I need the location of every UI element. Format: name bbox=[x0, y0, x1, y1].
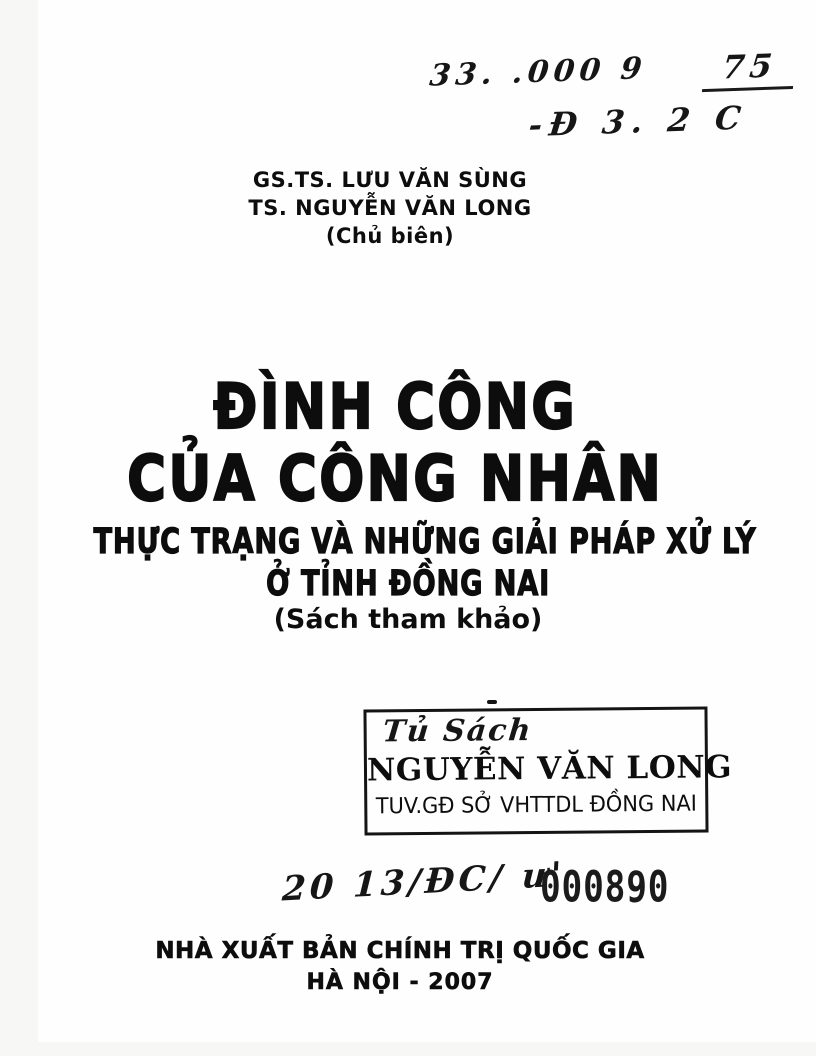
book-title-line-2: CỦA CÔNG NHÂN bbox=[126, 442, 664, 515]
editor-note: (Chủ biên) bbox=[325, 224, 455, 248]
stamp-organization: TUV.GĐ SỞ VHTTDL ĐỒNG NAI bbox=[375, 791, 697, 820]
author-block bbox=[0, 166, 780, 250]
author-line-2: TS. NGUYỄN VĂN LONG bbox=[248, 196, 532, 220]
stamp-script-label: Tủ Sách bbox=[380, 713, 535, 750]
book-title-line-1: ĐÌNH CÔNG bbox=[212, 370, 578, 443]
accession-handwritten: 20 13/ĐC/ ư' bbox=[281, 854, 566, 910]
subtitle-line-2: Ở TỈNH ĐỒNG NAI bbox=[265, 564, 551, 604]
stamp-owner-name: NGUYỄN VĂN LONG bbox=[366, 749, 733, 789]
scan-edge-bottom bbox=[0, 1042, 816, 1056]
author-line-1: GS.TS. LƯU VĂN SÙNG bbox=[252, 168, 528, 192]
publisher-name: NHÀ XUẤT BẢN CHÍNH TRỊ QUỐC GIA bbox=[155, 938, 645, 964]
library-call-number bbox=[429, 45, 812, 147]
reference-book-note: (Sách tham khảo) bbox=[273, 604, 543, 635]
accession-number-stamp: 000890 bbox=[540, 861, 670, 912]
ink-speck bbox=[487, 700, 497, 704]
call-number-class: 33. .000 9 bbox=[427, 50, 649, 94]
call-number-row2: -Đ 3. 2 C bbox=[526, 98, 750, 145]
library-stamp-box bbox=[363, 707, 733, 836]
call-number-cutter: 75 bbox=[702, 46, 797, 92]
publisher-city-year: HÀ NỘI - 2007 bbox=[306, 970, 494, 995]
subtitle-line-1: THỰC TRẠNG VÀ NHỮNG GIẢI PHÁP XỬ LÝ bbox=[93, 522, 757, 562]
publisher-imprint bbox=[0, 936, 800, 998]
call-number-row1 bbox=[427, 45, 811, 101]
